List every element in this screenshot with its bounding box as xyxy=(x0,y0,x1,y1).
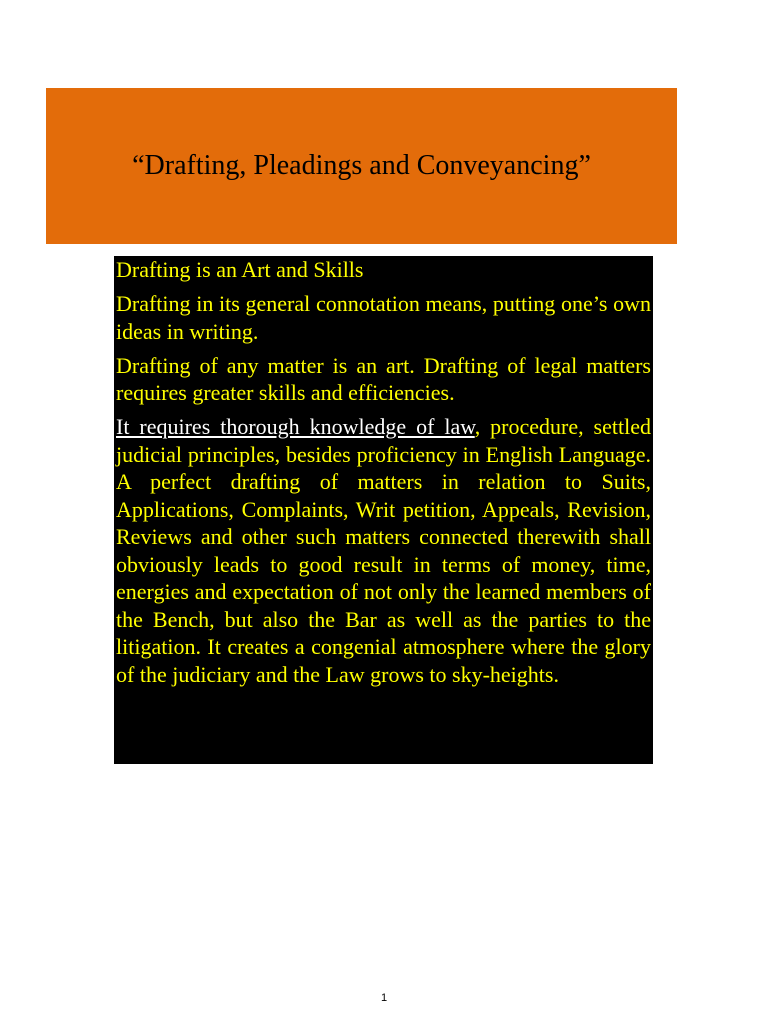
document-title: “Drafting, Pleadings and Conveyancing” xyxy=(132,150,591,181)
paragraph-knowledge xyxy=(116,413,651,688)
content-box xyxy=(114,256,653,764)
underlined-lead-text: It requires thorough knowledge of law xyxy=(116,414,475,439)
paragraph-art: Drafting of any matter is an art. Drafting of legal matters requires greater skills and efficiencies. xyxy=(116,352,651,405)
title-banner xyxy=(46,88,677,244)
paragraph-intro: Drafting is an Art and Skills xyxy=(116,257,364,282)
page-number: 1 xyxy=(380,992,388,1004)
paragraph-connotation: Drafting in its general connotation means, putting one’s own ideas in writing. xyxy=(116,291,651,344)
paragraph-knowledge-body: , procedure, settled judicial principles, besides proficiency in English Language. A perfect drafting of matters in relation to Suits, Applications, Complaints, Writ petition, Appeals, Revision, Reviews and other such matters connected therewith shall obviously leads to good result in terms of money, time, energies and expectation of not only the learned members of the Bench, but also the Bar as well as the parties to the litigation. It creates a congenial atmosphere where the glory of the judiciary and the Law grows to sky-heights. xyxy=(116,414,651,687)
